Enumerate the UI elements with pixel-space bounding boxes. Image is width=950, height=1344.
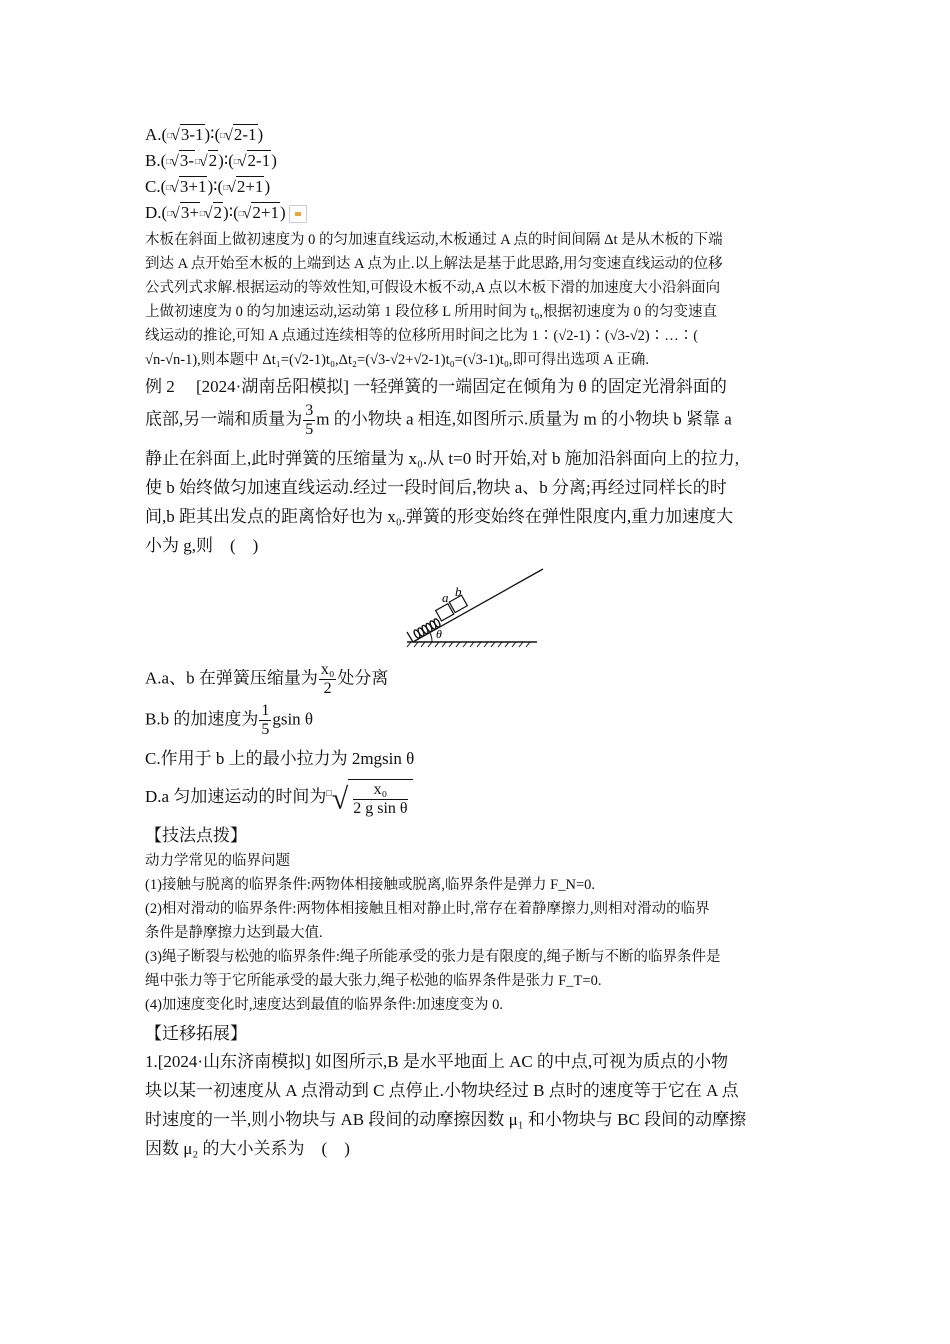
explanation-line: 上做初速度为 0 的匀加速运动,运动第 1 段位移 L 所用时间为 t₀,根据初速度为 0 的匀变速直 — [145, 304, 718, 320]
example-source: [2024·湖南岳阳模拟] — [196, 377, 349, 396]
option-a-top: A.(□√3-1)∶(□√2-1) — [145, 122, 805, 148]
example-2: 例 2 [2024·湖南岳阳模拟] 一轻弹簧的一端固定在倾角为 θ 的固定光滑斜面的 底部,另一端和质量为 $\frac{3}{5}$ m 的小物块 a 相连,如图所示.质量为 m 的小物块 b 紧靠 a 静止在斜面上,此时弹簧的压缩量为 x₀.从 t=0 时开始,对 b 施加沿斜面向上的拉力, 使 b 始终做匀加速直线运动.经过一段时间后,物块 a、b 分离;再经过同样长的时 间,b 距其出发点的距离恰好也为 x₀.弹簧的形变始终在弹性限度内,重力加速度大 小为 g,则 ( ) — [145, 372, 805, 560]
explanation-line: √n-√n-1),则本题中 Δt₁=(√2-1)t₀,Δt₂=(√3-√2+√2-1)t₀=(√3-1)t₀,即可得出选项 A 正确. — [145, 352, 650, 368]
option-prefix: A.( — [145, 125, 168, 144]
fraction-three-fifths: $\frac{3}{5}$ — [305, 402, 314, 438]
option-d: D.a 匀加速运动的时间为□√ $\frac{\text{x₀}}{\text{2 g sin θ}}$ — [145, 779, 805, 817]
cube-root: □√2-1 — [233, 151, 271, 170]
tips-item: (2)相对滑动的临界条件:两物体相接触且相对静止时,常存在着静摩擦力,则相对滑动的临界 — [145, 901, 710, 917]
tips-heading: 【技法点拨】 — [145, 826, 247, 845]
tips-item: 条件是静摩擦力达到最大值. — [145, 925, 323, 941]
option-b: B.b 的加速度为 $\frac{1}{5}$ gsin θ — [145, 702, 314, 738]
explanation-line: 线运动的推论,可知 A 点通过连续相等的位移所用时间之比为 1∶(√2-1)∶(√3-√2)∶…∶( — [145, 328, 699, 344]
extension-line: 1.[2024·山东济南模拟] 如图所示,B 是水平地面上 AC 的中点,可视为质点的小物 — [145, 1052, 729, 1071]
fraction-x0-over-2: $\frac{\text{x₀}}{2}$ — [320, 661, 335, 697]
cube-root: □√2+1 — [223, 177, 264, 196]
cube-root: □√3+1 — [166, 177, 207, 196]
document-page — [145, 122, 805, 1163]
cube-root: □√3- — [166, 151, 195, 170]
example-label: 例 2 — [145, 377, 175, 396]
extension-line: 时速度的一半,则小物块与 AB 段间的动摩擦因数 μ₁ 和小物块与 BC 段间的动摩擦 — [145, 1110, 747, 1129]
extension-line: 块以某一初速度从 A 点滑动到 C 点停止.小物块经过 B 点时的速度等于它在 A 点 — [145, 1081, 739, 1100]
cube-root: □√3+ — [167, 203, 199, 222]
square-root: □√ $\frac{\text{x₀}}{\text{2 g sin θ}}$ — [326, 779, 412, 817]
cube-root: □√2 — [195, 151, 218, 170]
extension-section — [145, 1021, 805, 1163]
option-b-top: B.(□√3-□√2)∶(□√2-1) — [145, 148, 805, 174]
tips-item: (4)加速度变化时,速度达到最值的临界条件:加速度变为 0. — [145, 997, 504, 1013]
example-text: 小为 g,则 ( ) — [145, 536, 259, 555]
incline-diagram — [145, 566, 805, 652]
example-text: 间,b 距其出发点的距离恰好也为 x₀.弹簧的形变始终在弹性限度内,重力加速度大 — [145, 507, 734, 526]
extension-heading: 【迁移拓展】 — [145, 1024, 247, 1043]
label-b: b — [455, 584, 462, 599]
option-d-top: D.(□√3+□√2)∶(□√2+1) — [145, 200, 805, 226]
image-thumbnail-icon — [289, 205, 307, 223]
incline-figure — [145, 566, 805, 652]
tips-title: 动力学常见的临界问题 — [145, 853, 290, 869]
explanation-line: 到达 A 点开始至木板的上端到达 A 点为止.以上解法是基于此思路,用匀变速直线运动的位移 — [145, 256, 723, 272]
explanation-block — [145, 228, 805, 372]
extension-line: 因数 μ₂ 的大小关系为 ( ) — [145, 1139, 350, 1158]
options-example-2 — [145, 662, 805, 817]
option-c: C.作用于 b 上的最小拉力为 2mgsin θ — [145, 749, 415, 768]
cube-root: □√2-1 — [220, 125, 257, 144]
tips-section — [145, 823, 805, 1017]
tips-item: 绳中张力等于它所能承受的最大张力,绳子松弛的临界条件是张力 F_T=0. — [145, 973, 602, 989]
explanation-line: 木板在斜面上做初速度为 0 的匀加速直线运动,木板通过 A 点的时间间隔 Δt 是从木板的下端 — [145, 232, 723, 248]
label-a: a — [442, 590, 449, 605]
explanation-line: 公式列式求解.根据运动的等效性知,可假设木板不动,A 点以木板下滑的加速度大小沿斜面向 — [145, 280, 721, 296]
option-a: A.a、b 在弹簧压缩量为 $\frac{\text{x₀}}{2}$ 处分离 — [145, 661, 389, 697]
tips-item: (3)绳子断裂与松弛的临界条件:绳子所能承受的张力是有限度的,绳子断与不断的临界条件是 — [145, 949, 721, 965]
option-c-top: C.(□√3+1)∶(□√2+1) — [145, 174, 805, 200]
example-text: 使 b 始终做匀加速直线运动.经过一段时间后,物块 a、b 分离;再经过同样长的时 — [145, 478, 727, 497]
example-text: 静止在斜面上,此时弹簧的压缩量为 x₀.从 t=0 时开始,对 b 施加沿斜面向上的拉力, — [145, 449, 739, 468]
fraction-one-fifth: $\frac{1}{5}$ — [261, 702, 270, 738]
cube-root: □√2+1 — [238, 203, 280, 222]
cube-root: □√2 — [199, 203, 223, 222]
cube-root: □√3-1 — [167, 125, 204, 144]
tips-item: (1)接触与脱离的临界条件:两物体相接触或脱离,临界条件是弹力 F_N=0. — [145, 877, 596, 893]
label-theta: θ — [436, 627, 442, 641]
